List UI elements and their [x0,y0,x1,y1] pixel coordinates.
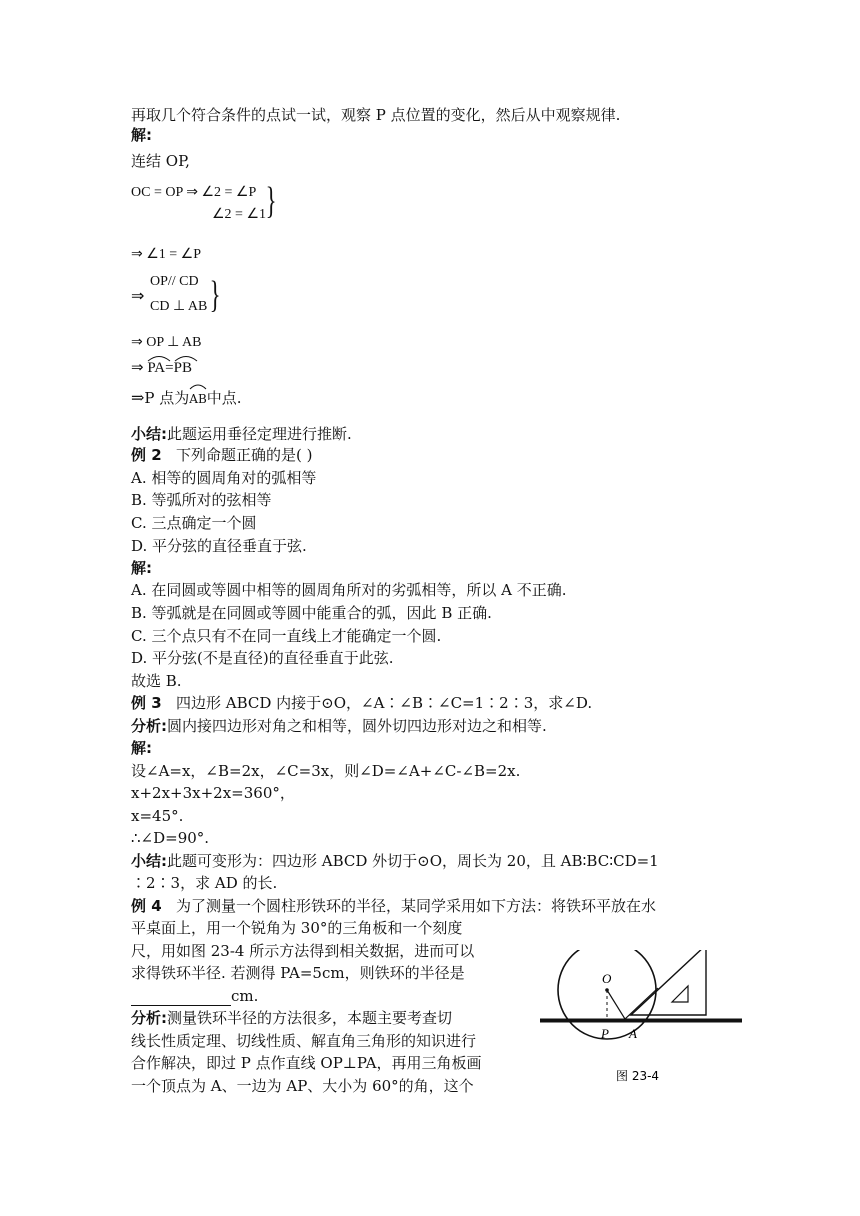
set-square-inner [672,986,688,1002]
question-text: 下列命题正确的是( ) [175,446,313,464]
example-label: 例 2 [131,446,162,464]
solution-line: 连结 OP, [131,152,190,170]
option-b: B. 等弧所对的弦相等 [131,491,272,509]
solution-label: 解: [131,739,152,757]
center-point [605,988,609,992]
question-line: 尺，用如图 23-4 所示方法得到相关数据，进而可以 [131,942,475,960]
analysis-line: 合作解决，即过 P 点作直线 OP⊥PA，再用三角板画 [131,1054,482,1072]
summary-line [131,424,352,444]
solution-line [131,388,242,409]
ruler [540,1019,742,1023]
summary-text: 此题可变形为：四边形 ABCD 外切于⊙O，周长为 20，且 AB∶BC∶CD=1 [167,852,659,870]
intro-text: 再取几个符合条件的点试一试，观察 P 点位置的变化，然后从中观察规律. [131,106,621,124]
arc-label: PA [147,360,166,376]
arc-icon [174,354,198,362]
right-brace: } [265,180,277,222]
summary-line [131,851,659,871]
label-a: A [629,1026,637,1041]
example-3-question [131,693,592,713]
analysis-label: 分析: [131,717,167,735]
math-step: CD ⊥ AB [150,299,208,314]
arc-label: AB [189,392,207,406]
question-line: 求得铁环半径. 若测得 PA=5cm，则铁环的半径是 [131,964,465,982]
solution-label: 解: [131,559,152,577]
solution-line: D. 平分弦(不是直径)的直径垂直于此弦. [131,649,394,667]
unit-text: cm. [231,987,259,1005]
example-4-question [131,896,656,916]
right-brace: } [209,274,221,316]
example-label: 例 4 [131,897,162,915]
summary-label: 小结: [131,425,167,443]
solution-line: x=45°. [131,807,184,825]
math-step: ∠2 = ∠1 [212,207,266,222]
question-line [131,986,258,1006]
solution-line: ∴∠D=90°. [131,829,210,847]
math-step: ⇒ OP ⊥ AB [131,335,202,350]
analysis-line [131,1008,452,1028]
option-a: A. 相等的圆周角对的弧相等 [131,469,317,487]
question-text: 四边形 ABCD 内接于⊙O，∠A∶∠B∶∠C=1∶2∶3，求∠D. [175,694,593,712]
solution-line: 设∠A=x，∠B=2x，∠C=3x，则∠D=∠A+∠C-∠B=2x. [131,762,521,780]
implies-arrow: ⇒ [131,360,144,376]
equals-sign: = [165,360,174,376]
option-c: C. 三点确定一个圆 [131,514,257,532]
math-step: OC = OP ⇒ ∠2 = ∠P [131,185,257,200]
arc-ab [189,388,206,409]
analysis-label: 分析: [131,1009,167,1027]
solution-line: B. 等弧就是在同圆或等圆中能重合的弧，因此 B 正确. [131,604,492,622]
arc-pa [147,360,165,377]
example-label: 例 3 [131,694,162,712]
text-fragment: P 点为 [144,389,190,407]
solution-line: 故选 B. [131,672,182,690]
arc-icon [189,382,207,390]
arc-pb [174,360,192,377]
summary-label: 小结: [131,852,167,870]
math-step: OP// CD [150,274,199,289]
analysis-line [131,716,547,736]
solution-label: 解: [131,126,152,144]
solution-line: C. 三个点只有不在同一直线上才能确定一个圆. [131,627,442,645]
arc-icon [147,354,171,362]
summary-text: 此题运用垂径定理进行推断. [167,425,352,443]
analysis-line: 一个顶点为 A、一边为 AP、大小为 60°的角，这个 [131,1077,474,1095]
question-text: 为了测量一个圆柱形铁环的半径，某同学采用如下方法：将铁环平放在水 [175,897,656,915]
math-step [131,358,192,377]
arc-label: PB [173,360,192,376]
solution-line: x+2x+3x+2x=360°， [131,784,295,802]
analysis-text: 圆内接四边形对角之和相等，圆外切四边形对边之和相等. [167,717,547,735]
figure-caption: 图 23-4 [616,1069,660,1083]
implies-arrow: ⇒ [131,288,145,305]
solution-line: A. 在同圆或等圆中相等的圆周角所对的劣弧相等，所以 A 不正确. [131,581,567,599]
set-square [631,950,706,1015]
analysis-text: 测量铁环半径的方法很多，本题主要考查切 [167,1009,453,1027]
question-line: 平桌面上，用一个锐角为 30°的三角板和一个刻度 [131,919,463,937]
example-2-question [131,445,312,465]
analysis-line: 线长性质定理、切线性质、解直角三角形的知识进行 [131,1032,477,1050]
math-step: ⇒ ∠1 = ∠P [131,247,202,262]
option-d: D. 平分弦的直径垂直于弦. [131,537,307,555]
figure-23-4 [536,950,750,1085]
implies-arrow: ⇒ [131,388,145,407]
segment-oa [607,990,625,1019]
label-o: O [602,971,612,986]
text-fragment: 中点. [206,389,242,407]
answer-blank [131,991,231,1006]
label-p: P [601,1026,609,1041]
summary-line: ∶2∶3，求 AD 的长. [131,874,278,892]
